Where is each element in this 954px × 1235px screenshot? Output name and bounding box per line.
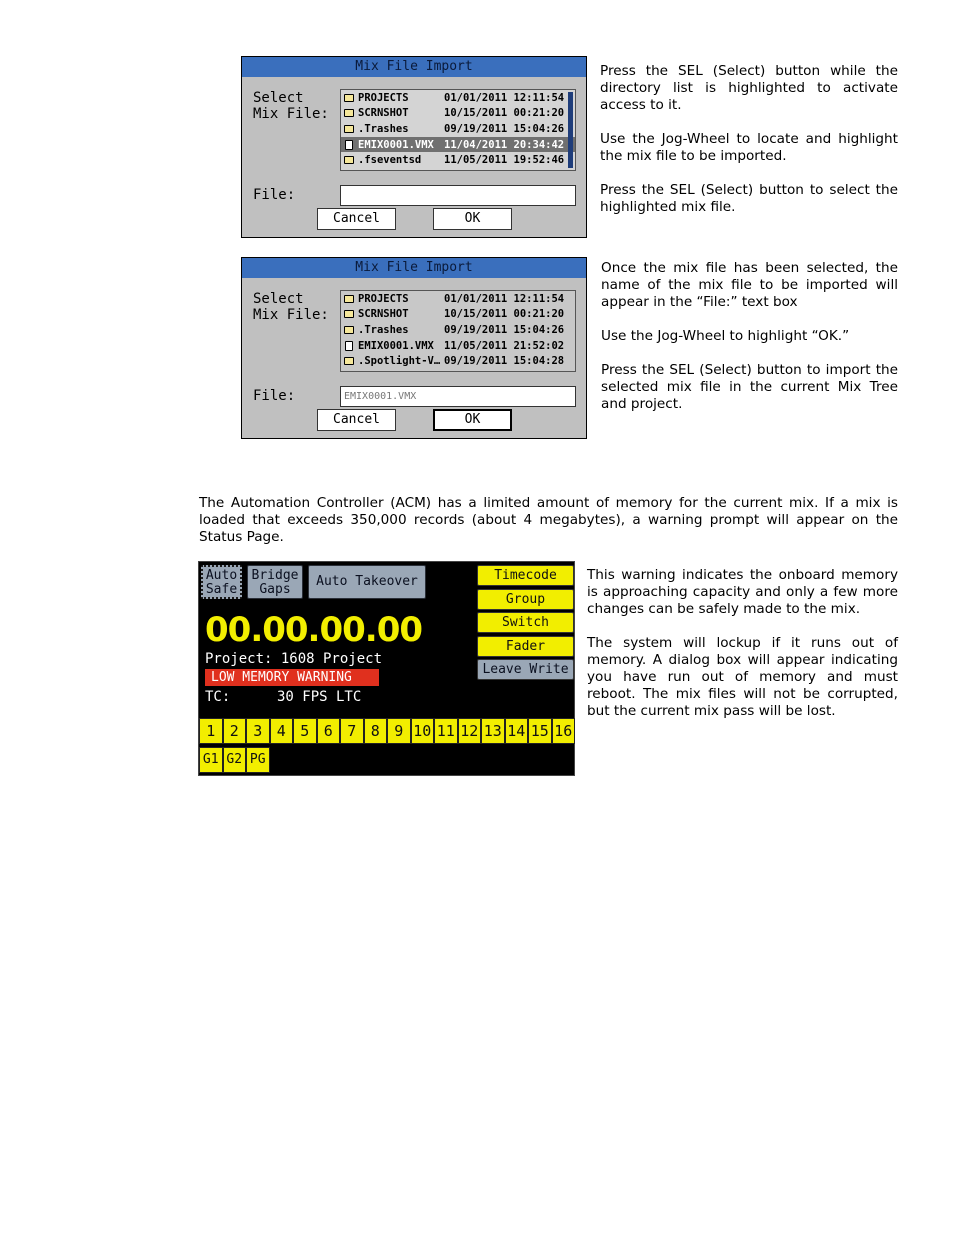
auto-safe-label-1: Auto: [205, 568, 238, 583]
file-date: 09/19/2011 15:04:26: [444, 122, 565, 135]
file-date: 10/15/2011 00:21:20: [444, 308, 565, 321]
status-page-screen: [198, 561, 575, 776]
switch-button[interactable]: Switch: [477, 612, 574, 633]
auto-takeover-button[interactable]: Auto Takeover: [308, 565, 426, 599]
cancel-button[interactable]: Cancel: [317, 208, 396, 230]
file-date: 01/01/2011 12:11:54: [444, 91, 565, 104]
folder-icon: [344, 295, 354, 303]
leave-write-button[interactable]: Leave Write: [477, 659, 574, 680]
channel-button-3[interactable]: 3: [246, 718, 270, 744]
timecode-button[interactable]: Timecode: [477, 565, 574, 586]
paragraph: Press the SEL (Select) button while the directory list is highlighted to activate access to it.: [600, 63, 898, 113]
select-label-line1: Select: [253, 90, 304, 106]
mix-file-import-dialog-1: [241, 56, 587, 238]
auto-safe-button[interactable]: [201, 565, 242, 599]
select-label-line2: Mix File:: [253, 106, 329, 122]
auto-safe-label-2: Safe: [205, 582, 238, 597]
directory-list[interactable]: [340, 89, 576, 171]
select-label: [253, 90, 329, 122]
channel-button-2[interactable]: 2: [223, 718, 247, 744]
channel-button-16[interactable]: 16: [552, 718, 576, 744]
list-scrollbar[interactable]: [568, 92, 573, 168]
group-g2-button[interactable]: G2: [223, 747, 247, 773]
paragraph: Use the Jog-Wheel to highlight “OK.”: [601, 328, 850, 344]
ok-button[interactable]: OK: [433, 208, 512, 230]
select-label: [253, 291, 329, 323]
channel-button-11[interactable]: 11: [434, 718, 458, 744]
folder-icon: [344, 109, 354, 117]
file-input[interactable]: EMIX0001.VMX: [340, 386, 576, 407]
file-date: 01/01/2011 12:11:54: [444, 292, 565, 305]
list-item[interactable]: [341, 121, 575, 137]
paragraph: Press the SEL (Select) button to select the highlighted mix file.: [600, 182, 898, 215]
folder-icon: [344, 357, 354, 365]
file-date: 10/15/2011 00:21:20: [444, 107, 565, 120]
paragraph: Press the SEL (Select) button to import the selected mix file in the current Mix Tree and project.: [601, 362, 898, 412]
bridge-gaps-button[interactable]: [247, 565, 303, 599]
project-name: Project: 1608 Project: [205, 651, 383, 667]
list-item[interactable]: [341, 322, 575, 338]
file-name: PROJECTS: [358, 292, 409, 305]
list-item[interactable]: [341, 152, 575, 168]
file-name: .Spotlight-V…: [358, 355, 441, 368]
paragraph: This warning indicates the onboard memory is approaching capacity and only a few more changes can be safely made to the mix.: [587, 567, 898, 617]
channel-button-5[interactable]: 5: [293, 718, 317, 744]
file-icon: [345, 341, 353, 351]
channel-button-4[interactable]: 4: [270, 718, 294, 744]
ok-button[interactable]: OK: [433, 409, 512, 431]
channel-button-15[interactable]: 15: [528, 718, 552, 744]
file-label: File:: [253, 187, 296, 203]
timecode-display: 00.00.00.00: [205, 610, 423, 650]
instruction-text-3: [587, 567, 898, 737]
channel-button-12[interactable]: 12: [458, 718, 482, 744]
list-item[interactable]: [341, 106, 575, 122]
file-name: PROJECTS: [358, 91, 409, 104]
folder-icon: [344, 94, 354, 102]
directory-list[interactable]: [340, 290, 576, 372]
paragraph: Use the Jog-Wheel to locate and highlight the mix file to be imported.: [600, 131, 898, 164]
channel-button-1[interactable]: 1: [199, 718, 223, 744]
file-input[interactable]: [340, 185, 576, 206]
cancel-button[interactable]: Cancel: [317, 409, 396, 431]
bridge-gaps-label-1: Bridge: [251, 568, 299, 583]
select-label-line2: Mix File:: [253, 307, 329, 323]
file-name: EMIX0001.VMX: [358, 138, 434, 151]
file-date: 11/05/2011 21:52:02: [444, 339, 565, 352]
file-name: .fseventsd: [358, 154, 422, 167]
page-button[interactable]: PG: [246, 747, 270, 773]
fader-button[interactable]: Fader: [477, 636, 574, 657]
low-memory-warning: LOW MEMORY WARNING: [205, 669, 379, 686]
file-name: EMIX0001.VMX: [358, 339, 434, 352]
body-paragraph: The Automation Controller (ACM) has a limited amount of memory for the current mix. If a mix is loaded that exceeds 350,000 records (about 4 megabytes), a warning prompt will appear on the Status Page.: [199, 495, 898, 545]
channel-button-10[interactable]: 10: [411, 718, 435, 744]
instruction-text-1: [600, 63, 898, 233]
bridge-gaps-label-2: Gaps: [259, 582, 291, 597]
list-item[interactable]: [341, 338, 575, 354]
folder-icon: [344, 326, 354, 334]
file-date: 11/05/2011 19:52:46: [444, 154, 565, 167]
dialog-title: Mix File Import: [242, 57, 586, 77]
mix-file-import-dialog-2: [241, 257, 587, 439]
instruction-text-2: [601, 260, 898, 430]
tc-value: 30 FPS LTC: [277, 689, 362, 705]
list-item[interactable]: [341, 353, 575, 369]
group-g1-button[interactable]: G1: [199, 747, 223, 773]
channel-button-14[interactable]: 14: [505, 718, 529, 744]
file-name: .Trashes: [358, 122, 409, 135]
paragraph: The system will lockup if it runs out of memory. A dialog box will appear indicating you have run out of memory and must reboot. The mix files will not be corrupted, but the current mix pass will be lost.: [587, 635, 898, 719]
file-date: 11/04/2011 20:34:42: [444, 138, 565, 151]
file-icon: [345, 140, 353, 150]
channel-button-9[interactable]: 9: [387, 718, 411, 744]
channel-button-7[interactable]: 7: [340, 718, 364, 744]
file-name: SCRNSHOT: [358, 308, 409, 321]
channel-button-8[interactable]: 8: [364, 718, 388, 744]
file-name: SCRNSHOT: [358, 107, 409, 120]
file-date: 09/19/2011 15:04:26: [444, 323, 565, 336]
file-label: File:: [253, 388, 296, 404]
channel-button-6[interactable]: 6: [317, 718, 341, 744]
dialog-title: Mix File Import: [242, 258, 586, 278]
list-item-selected[interactable]: [341, 137, 575, 153]
file-date: 09/19/2011 15:04:28: [444, 355, 565, 368]
select-label-line1: Select: [253, 291, 304, 307]
folder-icon: [344, 156, 354, 164]
tc-label: TC:: [205, 689, 231, 705]
list-item[interactable]: [341, 307, 575, 323]
paragraph: Once the mix file has been selected, the name of the mix file to be imported will appear in the “File:” text box: [601, 260, 898, 310]
folder-icon: [344, 310, 354, 318]
channel-button-13[interactable]: 13: [481, 718, 505, 744]
group-button[interactable]: Group: [477, 589, 574, 610]
list-item[interactable]: [341, 291, 575, 307]
folder-icon: [344, 125, 354, 133]
list-item[interactable]: [341, 90, 575, 106]
file-name: .Trashes: [358, 323, 409, 336]
